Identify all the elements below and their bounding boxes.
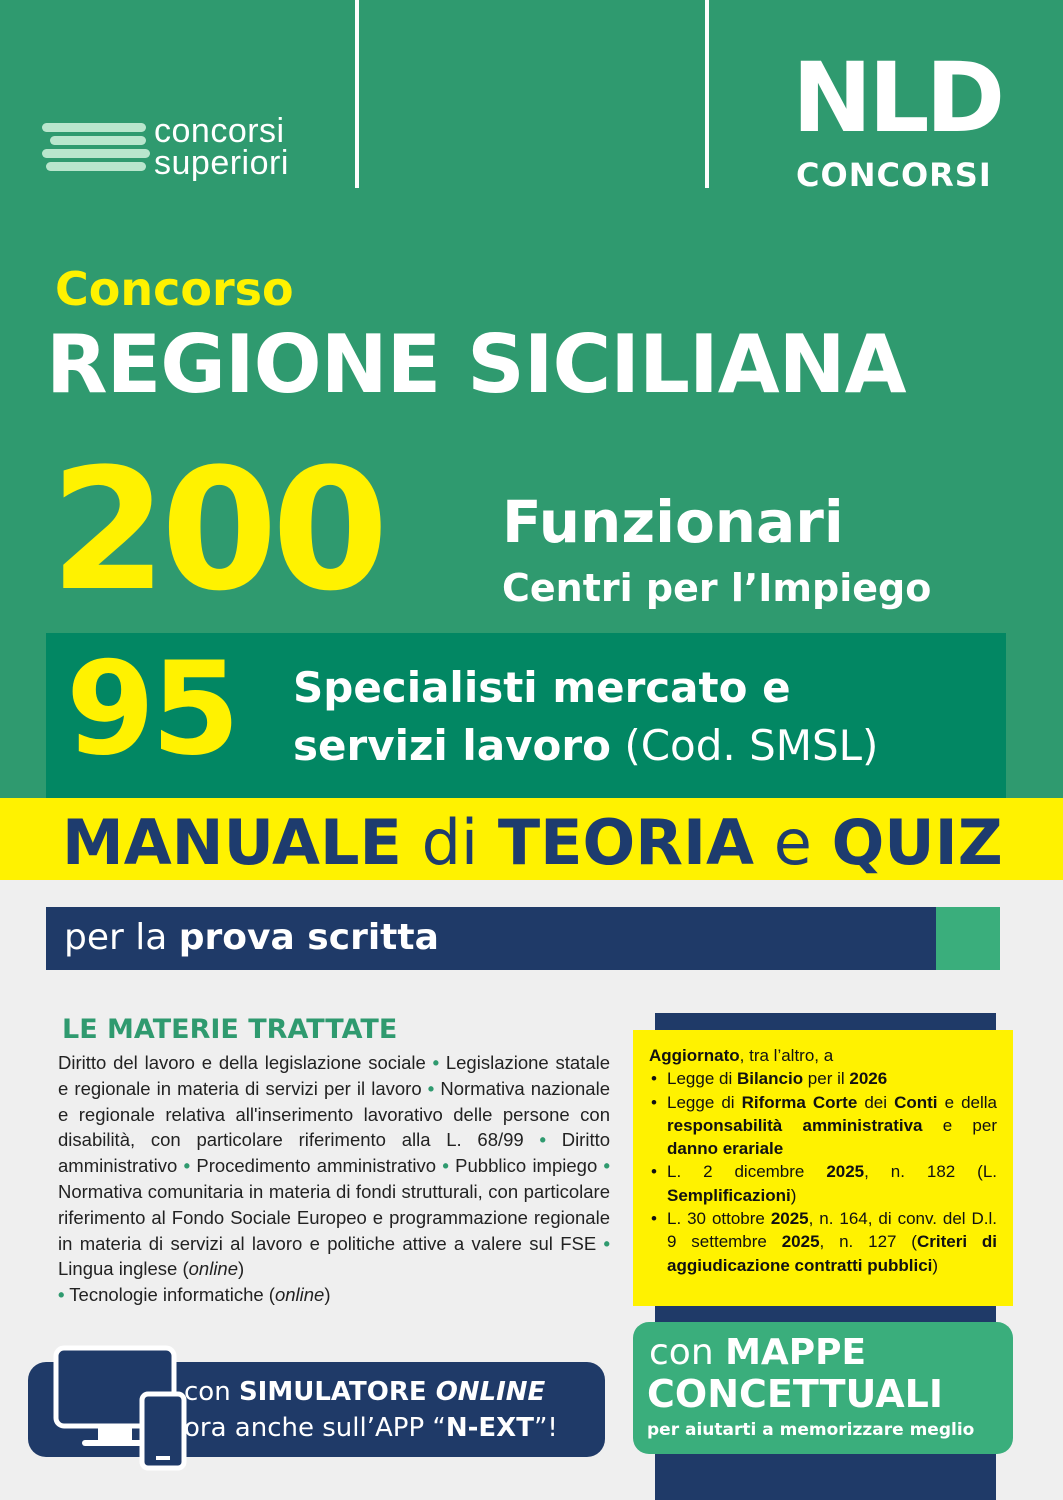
book-title-quiz: QUIZ <box>831 806 1003 879</box>
prova-scritta-text <box>64 917 439 958</box>
header-divider-left <box>355 0 359 188</box>
materie-title: LE MATERIE TRATTATE <box>62 1014 398 1045</box>
materia-item: Normativa comunitaria in materia di fondi strutturali, con particolare riferimento al Fondo Sociale Europeo e programmazione regionale in materia di servizi al lavoro e politiche attive a valere sul FSE <box>58 1180 610 1254</box>
materia-item: Diritto del lavoro e della legislazione sociale <box>58 1052 426 1073</box>
materia-item: Pubblico impiego <box>455 1155 598 1177</box>
simulatore-text <box>184 1374 558 1446</box>
book-title-band <box>0 798 1063 880</box>
simulatore-line2: ora anche sull’APP “N-EXT”! <box>184 1413 558 1443</box>
regione-title: REGIONE SICILIANA <box>46 318 906 411</box>
materia-item: Lingua inglese (online) <box>58 1258 245 1280</box>
prova-accent-square <box>936 907 1000 970</box>
mappe-line1: con MAPPE <box>649 1332 867 1373</box>
aggiornato-intro: Aggiornato, tra l’altro, a <box>649 1046 834 1065</box>
mappe-concettuali-badge <box>633 1322 1013 1454</box>
profile-line2-code: (Cod. SMSL) <box>610 721 879 770</box>
prova-light: per la <box>64 917 179 958</box>
aggiornato-item: • Legge di Bilancio per il 2026 <box>649 1067 997 1090</box>
simulatore-line1: con SIMULATORE ONLINE <box>184 1377 546 1407</box>
materie-list: Diritto del lavoro e della legislazione sociale • Legislazione statale e regionale in materia di servizi per il lavoro • Normativa nazionale e regionale relativa all'inserimento lavorativo delle persone con disabilità, con particolare riferimento alla L. 68/99 • Diritto amministrativo • Procedimento amministrativo • Pubblico impiego • Normativa comunitaria in materia di fondi strutturali, con particolare riferimento al Fondo Sociale Europeo e programmazione regionale in materia di servizi al lavoro e politiche attive a valere sul FSE • Lingua inglese (online) • Tecnologie informatiche (online) <box>58 1052 611 1306</box>
prova-scritta-bar <box>46 907 936 970</box>
publisher-logo-line1: concorsi <box>154 112 285 150</box>
role-subtitle: Centri per l’Impiego <box>502 566 932 610</box>
mappe-line2: CONCETTUALI <box>647 1372 944 1416</box>
materia-item: Legislazione statale e regionale in materia di servizi per il lavoro <box>58 1052 611 1099</box>
book-title-teoria: TEORIA <box>497 806 755 879</box>
concorso-label: Concorso <box>55 262 294 316</box>
simulatore-banner <box>28 1362 605 1457</box>
materia-item: Normativa nazionale e regionale relativa all'inserimento lavorativo delle persone con disabilità, con particolare riferimento alla L. 68/99 <box>58 1077 610 1151</box>
nld-concorsi-logo <box>792 42 1012 200</box>
monitor-and-phone-icon <box>48 1344 198 1474</box>
book-title-manuale: MANUALE <box>62 806 402 879</box>
header-divider-right <box>705 0 709 188</box>
aggiornato-item: • L. 30 ottobre 2025, n. 164, di conv. del D.l. 9 settembre 2025, n. 127 (Criteri di aggiudicazione contratti pubblici) <box>649 1207 997 1277</box>
book-title-e: e <box>754 806 832 879</box>
role-title: Funzionari <box>502 488 844 556</box>
concorsi-superiori-logo <box>42 112 342 185</box>
aggiornato-item: • L. 2 dicembre 2025, n. 182 (L. Semplificazioni) <box>649 1160 997 1207</box>
profile-count: 95 <box>66 635 237 784</box>
nld-logo-sub: CONCORSI <box>796 156 992 194</box>
profile-line1: Specialisti mercato e <box>293 663 791 712</box>
profile-box <box>46 633 1006 798</box>
materia-item: Diritto amministrativo <box>58 1129 611 1177</box>
profile-line2-bold: servizi lavoro <box>293 721 611 770</box>
publisher-logo-line2: superiori <box>154 144 289 182</box>
nld-logo-mark: NLD <box>792 42 1002 154</box>
aggiornato-item: • Legge di Riforma Corte dei Conti e della responsabilità amministrativa e per danno erariale <box>649 1091 997 1161</box>
profile-line2 <box>293 721 878 770</box>
mappe-subtitle: per aiutarti a memorizzare meglio <box>647 1420 975 1440</box>
book-title-di: di <box>401 806 498 879</box>
materia-item: Procedimento amministrativo <box>196 1155 437 1177</box>
books-stack-icon <box>42 123 150 175</box>
positions-count: 200 <box>50 432 383 628</box>
aggiornato-box <box>633 1030 1013 1306</box>
prova-bold: prova scritta <box>178 917 439 958</box>
book-title <box>62 806 1003 879</box>
materia-item: Tecnologie informatiche (online) <box>69 1284 331 1306</box>
